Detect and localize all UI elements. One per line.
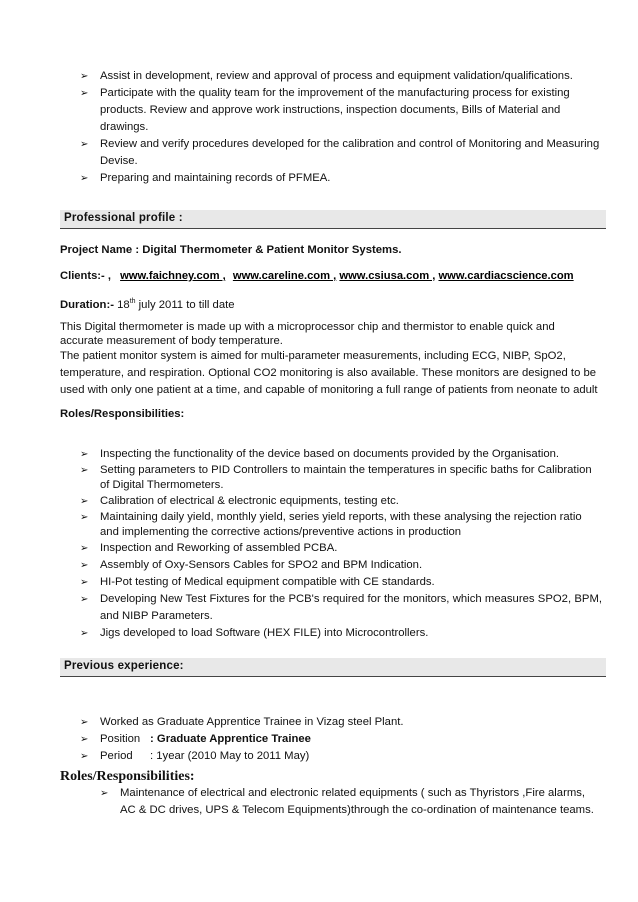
list-item: ➢ Developing New Test Fixtures for the PCB's required for the monitors, which measures SPO2, BPM, and NIBP Parameters. xyxy=(80,593,602,622)
list-item: ➢ Maintenance of electrical and electronic related equipments ( such as Thyristors ,Fire alarms, AC & DC drives, UPS & Telecom Equipments)through the co-ordination of maintenance teams. xyxy=(100,787,594,816)
list-item: ➢ Period : 1year (2010 May to 2011 May) xyxy=(80,748,600,765)
client-link[interactable]: www.careline.com , xyxy=(232,270,337,282)
previous-experience-heading: Previous experience: xyxy=(60,658,606,677)
top-bullet-list xyxy=(80,68,600,187)
roles-list xyxy=(80,446,602,642)
experience-list xyxy=(80,714,600,765)
list-item: ➢ Assembly of Oxy-Sensors Cables for SPO2 and BPM Indication. xyxy=(80,557,602,574)
arrow-bullet-icon: ➢ xyxy=(80,577,89,588)
arrow-bullet-icon: ➢ xyxy=(80,71,89,82)
arrow-bullet-icon: ➢ xyxy=(80,173,89,184)
arrow-bullet-icon: ➢ xyxy=(80,628,89,639)
arrow-bullet-icon: ➢ xyxy=(80,717,89,728)
client-link[interactable]: www.csiusa.com , xyxy=(339,270,436,282)
arrow-bullet-icon: ➢ xyxy=(80,512,89,523)
previous-roles-heading: Roles/Responsibilities: xyxy=(60,769,195,784)
client-link[interactable]: www.cardiacscience.com xyxy=(438,270,574,282)
arrow-bullet-icon: ➢ xyxy=(80,88,89,99)
list-item: ➢ Maintaining daily yield, monthly yield, series yield reports, with these analysing the rejection ratio and implementing the corrective actions/preventive actions in production xyxy=(80,511,582,538)
roles-heading: Roles/Responsibilities: xyxy=(60,408,185,420)
arrow-bullet-icon: ➢ xyxy=(80,751,89,762)
list-item: ➢ Calibration of electrical & electronic equipments, testing etc. xyxy=(80,493,602,510)
arrow-bullet-icon: ➢ xyxy=(80,560,89,571)
arrow-bullet-icon: ➢ xyxy=(80,449,89,460)
list-item: ➢ Jigs developed to load Software (HEX FILE) into Microcontrollers. xyxy=(80,625,602,642)
project-description-1: This Digital thermometer is made up with a microprocessor chip and thermistor to enable quick and accurate measurement of body temperature. xyxy=(60,321,555,347)
arrow-bullet-icon: ➢ xyxy=(100,788,109,799)
list-item: ➢ HI-Pot testing of Medical equipment compatible with CE standards. xyxy=(80,574,602,591)
arrow-bullet-icon: ➢ xyxy=(80,496,89,507)
list-item: ➢ Position : Graduate Apprentice Trainee xyxy=(80,731,600,748)
list-item: ➢ Inspecting the functionality of the device based on documents provided by the Organisation. xyxy=(80,446,602,463)
list-item: ➢ Worked as Graduate Apprentice Trainee in Vizag steel Plant. xyxy=(80,714,600,731)
arrow-bullet-icon: ➢ xyxy=(80,465,89,476)
project-name: Project Name : Digital Thermometer & Patient Monitor Systems. xyxy=(60,244,402,256)
list-item: ➢ Participate with the quality team for the improvement of the manufacturing process for existing products. Review and approve work instructions, inspection documents, Bills of Material and drawings. xyxy=(80,87,570,133)
arrow-bullet-icon: ➢ xyxy=(80,734,89,745)
arrow-bullet-icon: ➢ xyxy=(80,139,89,150)
list-item: ➢ Preparing and maintaining records of PFMEA. xyxy=(80,170,600,187)
list-item: ➢ Setting parameters to PID Controllers to maintain the temperatures in specific baths for Calibration of Digital Thermometers. xyxy=(80,464,592,491)
previous-roles-list xyxy=(100,785,600,819)
list-item: ➢ Assist in development, review and approval of process and equipment validation/qualifications. xyxy=(80,68,600,85)
client-link[interactable]: www.faichney.com , xyxy=(120,270,226,282)
project-description-2: The patient monitor system is aimed for multi-parameter measurements, including ECG, NIBP, SpO2, temperature, and respiration. Optional CO2 monitoring is also available. These monitors are designed to be used with only one patient at a time, and capable of monitoring a full range of patients from neonate to adult xyxy=(60,350,598,396)
duration-line: Duration:- 18th july 2011 to till date xyxy=(60,298,235,311)
list-item: ➢ Inspection and Reworking of assembled PCBA. xyxy=(80,540,602,557)
clients-line: Clients:- , www.faichney.com , www.careline.com , www.csiusa.com , www.cardiacscience.com xyxy=(60,270,574,282)
arrow-bullet-icon: ➢ xyxy=(80,594,89,605)
list-item: ➢ Review and verify procedures developed for the calibration and control of Monitoring and Measuring Devise. xyxy=(80,138,600,167)
professional-profile-heading: Professional profile : xyxy=(60,210,606,229)
arrow-bullet-icon: ➢ xyxy=(80,543,89,554)
